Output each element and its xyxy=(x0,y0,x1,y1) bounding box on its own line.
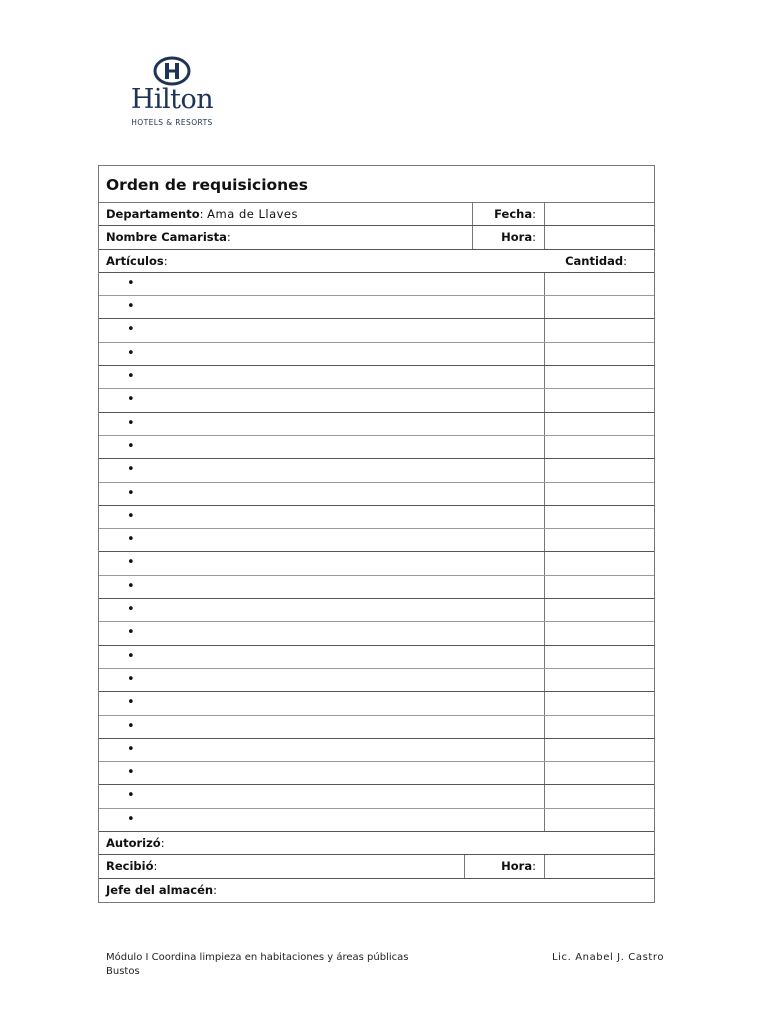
articulos-colon: : xyxy=(163,253,168,268)
nombre-colon: : xyxy=(226,230,231,245)
item-row xyxy=(99,459,654,482)
bullet-icon: • xyxy=(127,508,135,524)
item-row xyxy=(99,366,654,389)
autorizo-colon: : xyxy=(160,836,165,851)
cantidad-header xyxy=(543,250,654,272)
bullet-icon: • xyxy=(127,648,135,664)
bullet-icon: • xyxy=(127,695,135,711)
item-quantity-field[interactable] xyxy=(545,296,654,318)
item-quantity-field[interactable] xyxy=(545,436,654,458)
bullet-icon: • xyxy=(127,671,135,687)
item-description-field[interactable] xyxy=(99,413,545,435)
bullet-icon: • xyxy=(127,345,135,361)
bullet-icon: • xyxy=(127,765,135,781)
item-description-field[interactable] xyxy=(99,622,545,644)
item-row xyxy=(99,413,654,436)
bullet-icon: • xyxy=(127,625,135,641)
requisition-form xyxy=(98,165,655,903)
bullet-icon: • xyxy=(127,811,135,827)
item-quantity-field[interactable] xyxy=(545,739,654,761)
fecha-label-cell xyxy=(473,203,545,225)
departamento-value: Ama de Llaves xyxy=(207,207,298,221)
hora-colon: : xyxy=(532,230,536,245)
recibio-label: Recibió xyxy=(106,859,154,874)
item-quantity-field[interactable] xyxy=(545,785,654,807)
item-description-field[interactable] xyxy=(99,599,545,621)
articulos-header-row xyxy=(99,250,654,273)
cantidad-colon: : xyxy=(623,253,627,268)
jefe-row xyxy=(99,879,654,902)
item-row xyxy=(99,785,654,808)
item-description-field[interactable] xyxy=(99,389,545,411)
item-rows xyxy=(99,273,654,832)
item-description-field[interactable] xyxy=(99,669,545,691)
bullet-icon: • xyxy=(127,438,135,454)
bullet-icon: • xyxy=(127,602,135,618)
articulos-label: Artículos xyxy=(106,253,164,268)
item-description-field[interactable] xyxy=(99,576,545,598)
item-quantity-field[interactable] xyxy=(545,343,654,365)
item-quantity-field[interactable] xyxy=(545,646,654,668)
item-quantity-field[interactable] xyxy=(545,459,654,481)
bullet-icon: • xyxy=(127,741,135,757)
item-quantity-field[interactable] xyxy=(545,529,654,551)
item-row xyxy=(99,389,654,412)
departamento-colon: : xyxy=(199,207,204,221)
jefe-label: Jefe del almacén xyxy=(106,882,214,897)
item-row xyxy=(99,436,654,459)
item-description-field[interactable] xyxy=(99,506,545,528)
autorizo-label: Autorizó xyxy=(106,836,161,851)
item-row xyxy=(99,296,654,319)
item-quantity-field[interactable] xyxy=(545,552,654,574)
bullet-icon: • xyxy=(127,788,135,804)
bullet-icon: • xyxy=(127,555,135,571)
item-quantity-field[interactable] xyxy=(545,506,654,528)
bullet-icon: • xyxy=(127,578,135,594)
bullet-icon: • xyxy=(127,275,135,291)
bullet-icon: • xyxy=(127,322,135,338)
item-quantity-field[interactable] xyxy=(545,669,654,691)
item-description-field[interactable] xyxy=(99,483,545,505)
item-row xyxy=(99,483,654,506)
autorizo-cell[interactable] xyxy=(99,832,654,854)
nombre-row xyxy=(99,226,654,249)
item-row xyxy=(99,506,654,529)
item-description-field[interactable] xyxy=(99,529,545,551)
item-description-field[interactable] xyxy=(99,716,545,738)
bullet-icon: • xyxy=(127,415,135,431)
recibio-hora-colon: : xyxy=(532,859,536,874)
item-quantity-field[interactable] xyxy=(545,599,654,621)
articulos-header xyxy=(99,250,543,272)
item-description-field[interactable] xyxy=(99,319,545,341)
item-description-field[interactable] xyxy=(99,343,545,365)
nombre-cell[interactable] xyxy=(99,226,473,248)
jefe-cell[interactable] xyxy=(99,879,654,902)
recibio-colon: : xyxy=(153,859,158,874)
bullet-icon: • xyxy=(127,462,135,478)
item-row xyxy=(99,552,654,575)
item-quantity-field[interactable] xyxy=(545,762,654,784)
item-quantity-field[interactable] xyxy=(545,319,654,341)
autorizo-row xyxy=(99,832,654,855)
recibio-row xyxy=(99,855,654,878)
bullet-icon: • xyxy=(127,369,135,385)
item-description-field[interactable] xyxy=(99,739,545,761)
item-row xyxy=(99,529,654,552)
item-description-field[interactable] xyxy=(99,296,545,318)
item-quantity-field[interactable] xyxy=(545,366,654,388)
departamento-cell[interactable] xyxy=(99,203,473,225)
item-quantity-field[interactable] xyxy=(545,483,654,505)
footer-author: Lic. Anabel J. Castro xyxy=(552,952,665,963)
bullet-icon: • xyxy=(127,718,135,734)
item-description-field[interactable] xyxy=(99,785,545,807)
item-row xyxy=(99,576,654,599)
departamento-label: Departamento xyxy=(106,207,200,221)
item-row xyxy=(99,343,654,366)
item-description-field[interactable] xyxy=(99,552,545,574)
item-quantity-field[interactable] xyxy=(545,389,654,411)
item-row xyxy=(99,646,654,669)
item-quantity-field[interactable] xyxy=(545,809,654,831)
item-quantity-field[interactable] xyxy=(545,413,654,435)
item-row xyxy=(99,809,654,832)
item-description-field[interactable] xyxy=(99,809,545,831)
item-row xyxy=(99,319,654,342)
hora-label: Hora xyxy=(501,230,533,245)
recibio-cell[interactable] xyxy=(99,855,465,877)
footer-module-line2: Bustos xyxy=(106,966,140,977)
hilton-logo xyxy=(126,56,218,132)
footer-module xyxy=(106,951,409,979)
bullet-icon: • xyxy=(127,299,135,315)
item-row xyxy=(99,599,654,622)
fecha-colon: : xyxy=(532,207,536,221)
item-description-field[interactable] xyxy=(99,762,545,784)
form-title: Orden de requisiciones xyxy=(99,166,654,203)
item-description-field[interactable] xyxy=(99,436,545,458)
departamento-row xyxy=(99,203,654,226)
item-row xyxy=(99,739,654,762)
item-row xyxy=(99,692,654,715)
cantidad-label: Cantidad xyxy=(565,253,624,268)
fecha-field[interactable] xyxy=(545,203,654,225)
bullet-icon: • xyxy=(127,392,135,408)
hora-field[interactable] xyxy=(545,226,654,248)
nombre-label: Nombre Camarista xyxy=(106,230,227,245)
item-row xyxy=(99,622,654,645)
item-quantity-field[interactable] xyxy=(545,692,654,714)
hora-label-cell xyxy=(473,226,545,248)
item-quantity-field[interactable] xyxy=(545,716,654,738)
item-quantity-field[interactable] xyxy=(545,273,654,295)
item-quantity-field[interactable] xyxy=(545,622,654,644)
item-description-field[interactable] xyxy=(99,273,545,295)
item-description-field[interactable] xyxy=(99,692,545,714)
jefe-colon: : xyxy=(213,882,217,897)
recibio-hora-field[interactable] xyxy=(545,855,654,877)
bullet-icon: • xyxy=(127,532,135,548)
item-row xyxy=(99,716,654,739)
hilton-h-emblem-icon xyxy=(153,56,191,86)
fecha-label: Fecha xyxy=(494,207,533,221)
item-row xyxy=(99,762,654,785)
item-quantity-field[interactable] xyxy=(545,576,654,598)
footer-module-line1: Módulo I Coordina limpieza en habitaciones y áreas públicas xyxy=(106,952,409,963)
bullet-icon: • xyxy=(127,485,135,501)
item-row xyxy=(99,669,654,692)
recibio-hora-label-cell xyxy=(465,855,545,877)
recibio-hora-label: Hora xyxy=(501,859,533,874)
item-row xyxy=(99,273,654,296)
item-description-field[interactable] xyxy=(99,366,545,388)
logo-wordmark: Hilton xyxy=(130,84,214,115)
logo-subtitle: HOTELS & RESORTS xyxy=(131,118,213,127)
item-description-field[interactable] xyxy=(99,459,545,481)
item-description-field[interactable] xyxy=(99,646,545,668)
